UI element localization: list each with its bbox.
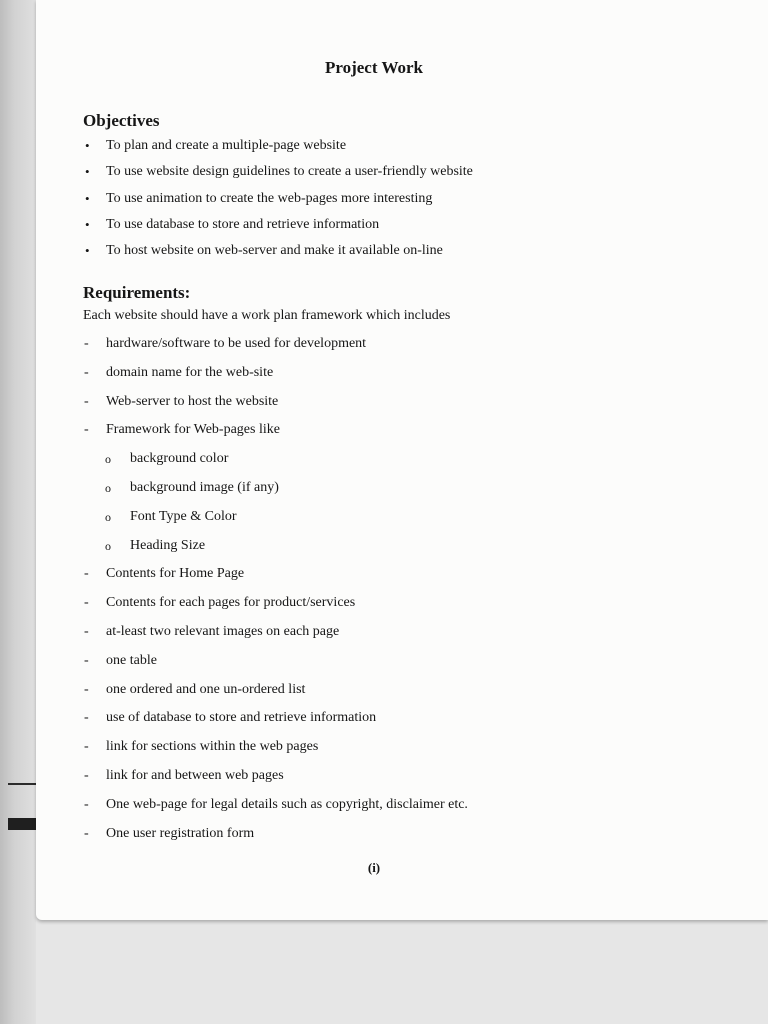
dash-bullet-icon: - bbox=[84, 652, 89, 668]
requirement-text: one table bbox=[106, 652, 157, 668]
requirement-item bbox=[83, 652, 468, 681]
scanner-mark bbox=[8, 783, 36, 785]
circle-bullet-icon: o bbox=[105, 538, 111, 553]
requirement-text: background image (if any) bbox=[130, 479, 279, 495]
requirements-list bbox=[83, 335, 468, 853]
page-title: Project Work bbox=[324, 58, 424, 77]
requirement-item bbox=[83, 393, 468, 422]
dash-bullet-icon: - bbox=[84, 566, 89, 582]
requirement-subitem bbox=[83, 537, 468, 566]
dash-bullet-icon: - bbox=[84, 364, 89, 380]
page-number: (i) bbox=[367, 860, 381, 875]
requirement-text: one ordered and one un-ordered list bbox=[106, 681, 306, 697]
requirement-text: Web-server to host the website bbox=[106, 393, 279, 409]
requirement-text: Font Type & Color bbox=[130, 508, 237, 524]
requirement-item bbox=[83, 565, 468, 594]
circle-bullet-icon: o bbox=[105, 509, 111, 524]
objective-item: • To host website on web-server and make it available on-line bbox=[83, 242, 473, 268]
dash-bullet-icon: - bbox=[84, 595, 89, 611]
requirement-text: background color bbox=[130, 451, 229, 467]
requirement-text: Heading Size bbox=[130, 537, 206, 553]
requirement-text: Framework for Web-pages like bbox=[106, 422, 280, 438]
circle-bullet-icon: o bbox=[105, 480, 111, 495]
dash-bullet-icon: - bbox=[84, 681, 89, 697]
paper-sheet bbox=[36, 0, 768, 920]
requirement-item bbox=[83, 681, 468, 710]
requirement-item bbox=[83, 364, 468, 393]
requirement-text: One user registration form bbox=[106, 825, 255, 841]
requirement-item bbox=[83, 825, 468, 854]
requirements-heading: Requirements: bbox=[83, 283, 191, 302]
requirement-item bbox=[83, 709, 468, 738]
dash-bullet-icon: - bbox=[84, 710, 89, 726]
objective-item: • To use database to store and retrieve information bbox=[83, 216, 473, 242]
requirement-text: One web-page for legal details such as copyright, disclaimer etc. bbox=[106, 796, 468, 812]
requirement-item bbox=[83, 623, 468, 652]
requirement-subitem bbox=[83, 450, 468, 479]
requirement-text: Contents for Home Page bbox=[106, 566, 245, 582]
objectives-heading: Objectives bbox=[83, 111, 160, 130]
requirement-item bbox=[83, 594, 468, 623]
scanner-mark bbox=[8, 818, 38, 830]
requirement-text: at-least two relevant images on each page bbox=[106, 623, 340, 639]
requirement-item bbox=[83, 421, 468, 450]
objective-item: • To use website design guidelines to create a user-friendly website bbox=[83, 163, 473, 189]
objective-item: • To plan and create a multiple-page website bbox=[83, 137, 473, 163]
requirement-item bbox=[83, 738, 468, 767]
requirement-text: hardware/software to be used for development bbox=[106, 336, 367, 351]
dash-bullet-icon: - bbox=[84, 767, 89, 783]
objectives-list bbox=[83, 137, 473, 268]
requirement-text: link for and between web pages bbox=[106, 767, 284, 783]
scanner-edge bbox=[0, 0, 36, 1024]
dash-bullet-icon: - bbox=[84, 336, 89, 351]
requirement-text: use of database to store and retrieve information bbox=[106, 710, 377, 726]
circle-bullet-icon: o bbox=[105, 452, 111, 467]
dash-bullet-icon: - bbox=[84, 422, 89, 438]
requirement-subitem bbox=[83, 479, 468, 508]
dash-bullet-icon: - bbox=[84, 825, 89, 841]
requirement-subitem bbox=[83, 508, 468, 537]
dash-bullet-icon: - bbox=[84, 623, 89, 639]
requirement-text: Contents for each pages for product/services bbox=[106, 595, 356, 611]
requirements-intro: Each website should have a work plan framework which includes bbox=[83, 308, 451, 323]
objective-item: • To use animation to create the web-pages more interesting bbox=[83, 190, 473, 216]
dash-bullet-icon: - bbox=[84, 393, 89, 409]
requirement-item bbox=[83, 335, 468, 364]
dash-bullet-icon: - bbox=[84, 796, 89, 812]
requirement-item bbox=[83, 767, 468, 796]
requirement-item bbox=[83, 796, 468, 825]
requirement-text: domain name for the web-site bbox=[106, 364, 274, 380]
dash-bullet-icon: - bbox=[84, 739, 89, 755]
requirement-text: link for sections within the web pages bbox=[106, 739, 319, 755]
